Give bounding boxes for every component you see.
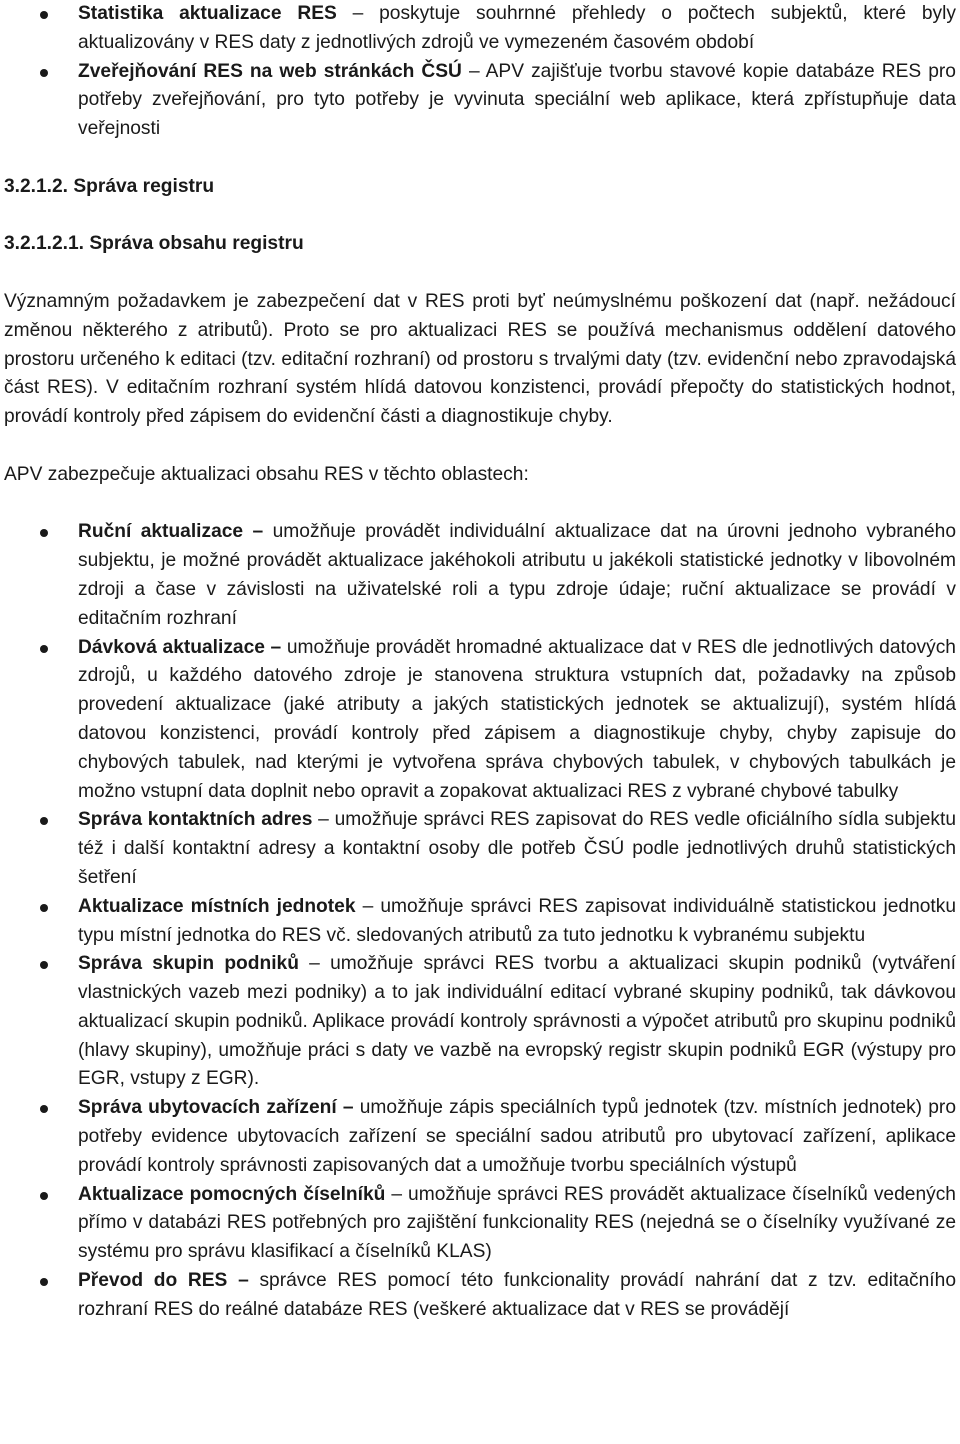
list-item xyxy=(4,58,956,144)
item-term: Správa ubytovacích zařízení xyxy=(78,1097,337,1119)
item-text: umožňuje zápis speciálních typů jednotek (tzv. místních jednotek) pro potřeby evidence ubytovacích zařízení se speciální sadou atributů pro ubytovací zařízení, aplikace provádí kontroly správnosti zapisovaných dat a umožňuje tvorbu speciálních výstupů xyxy=(78,1097,956,1176)
item-dash: – xyxy=(243,521,273,543)
intro-paragraph: Významným požadavkem je zabezpečení dat v RES proti byť neúmyslnému poškození dat (např. nežádoucí změnou některého z atributů). Proto se pro aktualizaci RES se používá mechanismus oddělení datového prostoru určeného k editaci (tzv. editační rozhraní) od prostoru s trvalými daty (tzv. evidenční nebo zpravodajská část RES). V editačním rozhraní systém hlídá datovou konzistenci, provádí přepočty do statistických hodnot, provádí kontroly před zápisem do evidenční části a diagnostikuje chyby. xyxy=(4,290,956,428)
item-text: umožňuje provádět hromadné aktualizace dat v RES dle jednotlivých datových zdrojů, u každého datového zdroje je stanovena struktura vstupních dat, požadavky na způsob provedení aktualizace (jaké atributy a jakých statistických jednotek se aktualizují), systém hlídá datovou konzistenci, provádí kontroly před zápisem a diagnostikuje chyby, chyby zapisuje do chybových tabulek, nad kterými je vytvořena správa chybových tabulek, v chybových tabulkách je možno vstupní data doplnit nebo opravit a zopakovat aktualizaci RES z vybrané chybové tabulky xyxy=(78,636,956,802)
bullet-icon xyxy=(40,961,48,969)
bullet-icon xyxy=(40,817,48,825)
item-text: umožňuje provádět individuální aktualizace dat na úrovni jednoho vybraného subjektu, je možné provádět aktualizace jakéhokoli atributu u jakékoli statistické jednotky v libovolném zdroji a čase v závislosti na uživatelské roli a typu zdroje údaje; ruční aktualizace se provádí v editačním rozhraní xyxy=(78,521,956,629)
bullet-icon xyxy=(40,1105,48,1113)
item-text: umožňuje správci RES tvorbu a aktualizaci skupin podniků (vytváření vlastnických vazeb mezi podniky) a to jak individuální editací vybrané skupiny podniků, tak dávkovou aktualizací skupin podniků. Aplikace provádí kontroly správnosti a výpočet atributů pro skupinu podniků (hlavy skupiny), umožňuje práci s daty ve vazbě na evropský registr skupin podniků EGR (výstupy pro EGR, vstupy z EGR). xyxy=(78,953,956,1090)
list-item xyxy=(4,1094,956,1180)
item-dash: – xyxy=(312,809,335,831)
item-text: poskytuje souhrnné přehledy o počtech subjektů, které byly aktualizovány v RES daty z jednotlivých zdrojů ve vymezeném časovém období xyxy=(78,3,956,53)
item-term: Správa kontaktních adres xyxy=(78,809,313,831)
bullet-icon xyxy=(40,1192,48,1200)
bullet-icon xyxy=(40,69,48,77)
list-item xyxy=(4,950,956,1094)
item-text: umožňuje správci RES zapisovat individuálně statistickou jednotku typu místní jednotka do RES vč. sledovaných atributů za tuto jednotku k vybranému subjektu xyxy=(78,895,957,946)
list-item xyxy=(4,518,956,633)
item-text: umožňuje správci RES provádět aktualizace číselníků vedených přímo v databázi RES potřebných pro zajištění funkcionality RES (nejedná se o číselníky využívané ze systému pro správu klasifikací a číselníků KLAS) xyxy=(78,1183,956,1263)
areas-list xyxy=(4,518,956,1324)
item-term: Převod do RES xyxy=(78,1270,228,1292)
bullet-icon xyxy=(40,11,48,19)
item-dash: – xyxy=(298,953,331,975)
item-dash: – xyxy=(336,3,380,24)
item-term: Statistika aktualizace RES xyxy=(78,3,337,24)
item-dash: – xyxy=(385,1183,409,1205)
item-term: Správa skupin podniků xyxy=(78,953,299,975)
list-item xyxy=(4,1181,956,1267)
section-heading: 3.2.1.2. Správa registru xyxy=(4,175,215,197)
item-dash: – xyxy=(461,60,486,82)
item-term: Aktualizace pomocných číselníků xyxy=(78,1183,386,1205)
item-dash: – xyxy=(355,895,381,917)
item-term: Dávková aktualizace xyxy=(78,636,265,658)
list-item xyxy=(4,1267,956,1325)
bullet-icon xyxy=(40,529,48,537)
subsection-heading: 3.2.1.2.1. Správa obsahu registru xyxy=(4,233,304,255)
list-item xyxy=(4,893,956,951)
item-term: Zveřejňování RES na web stránkách ČSÚ xyxy=(78,60,462,82)
summary-list xyxy=(4,0,956,144)
list-item xyxy=(4,806,956,892)
bullet-icon xyxy=(40,645,48,653)
list-item xyxy=(4,0,956,58)
item-text: APV zajišťuje tvorbu stavové kopie databáze RES pro potřeby zveřejňování, pro tyto potřeby je vyvinuta speciální web aplikace, která zpřístupňuje data veřejnosti xyxy=(78,60,956,140)
item-text: správce RES pomocí této funkcionality provádí nahrání dat z tzv. editačního rozhraní RES do reálné databáze RES (veškeré aktualizace dat v RES se provádějí xyxy=(78,1270,956,1320)
item-term: Aktualizace místních jednotek xyxy=(78,895,356,917)
item-dash: – xyxy=(227,1270,260,1292)
item-text: umožňuje správci RES zapisovat do RES vedle oficiálního sídla subjektu též i další kontaktní adresy a kontaktní osoby dle potřeb ČSÚ podle jednotlivých druhů statistických šetření xyxy=(78,809,956,888)
list-item xyxy=(4,634,956,807)
bullet-icon xyxy=(40,1278,48,1286)
bullet-icon xyxy=(40,904,48,912)
item-term: Ruční aktualizace xyxy=(78,521,244,543)
item-dash: – xyxy=(336,1097,360,1119)
item-dash: – xyxy=(264,636,287,658)
areas-intro: APV zabezpečuje aktualizaci obsahu RES v těchto oblastech: xyxy=(4,463,529,485)
